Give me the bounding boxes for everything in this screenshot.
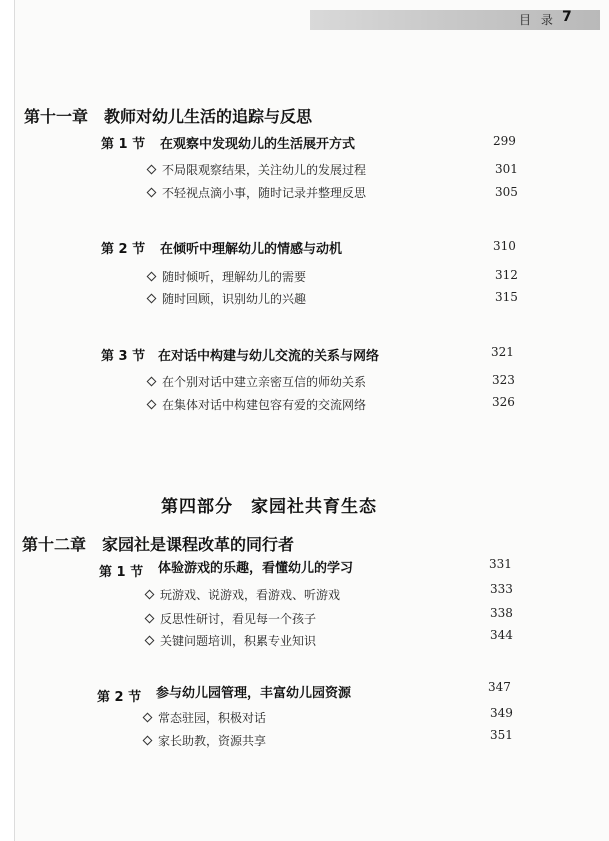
item-text: 不局限观察结果，关注幼儿的发展过程	[162, 163, 367, 177]
section-number: 第 2 节	[101, 242, 146, 257]
section-title: 体验游戏的乐趣，看懂幼儿的学习	[158, 561, 354, 576]
item-page: 333	[490, 582, 513, 596]
section-page: 321	[491, 345, 514, 359]
item-text: 不轻视点滴小事，随时记录并整理反思	[162, 186, 367, 200]
item-page: 344	[490, 628, 513, 642]
section-page: 310	[493, 239, 516, 253]
item-page: 323	[492, 373, 515, 387]
item-text: 反思性研讨，看见每一个孩子	[160, 612, 317, 626]
item-page: 312	[495, 268, 518, 282]
item-text: 家长助教，资源共享	[158, 734, 267, 748]
section-page: 331	[489, 557, 512, 571]
chapter-11-title: 第十一章 教师对幼儿生活的追踪与反思	[24, 107, 313, 126]
section-number: 第 3 节	[101, 349, 146, 364]
section-title: 在对话中构建与幼儿交流的关系与网络	[158, 349, 380, 364]
item-page: 351	[490, 728, 513, 742]
item-text: 随时倾听，理解幼儿的需要	[162, 270, 307, 284]
item-page: 326	[492, 395, 515, 409]
header-page-number: 7	[562, 9, 572, 25]
item-text: 在集体对话中构建包容有爱的交流网络	[162, 398, 367, 412]
item-text: 在个别对话中建立亲密互信的师幼关系	[162, 375, 367, 389]
item-page: 349	[490, 706, 513, 720]
section-number: 第 1 节	[101, 137, 146, 152]
section-title: 在倾听中理解幼儿的情感与动机	[160, 242, 343, 257]
item-text: 玩游戏、说游戏，看游戏、听游戏	[160, 588, 341, 602]
section-page: 347	[488, 680, 511, 694]
part-title: 第四部分 家园社共育生态	[161, 497, 377, 517]
section-number: 第 1 节	[99, 565, 144, 580]
item-text: 常态驻园，积极对话	[158, 711, 267, 725]
header-label: 目 录	[519, 13, 556, 27]
item-text: 随时回顾，识别幼儿的兴趣	[162, 292, 307, 306]
item-page: 338	[490, 606, 513, 620]
item-page: 305	[495, 185, 518, 199]
chapter-12-title: 第十二章 家园社是课程改革的同行者	[22, 535, 295, 554]
item-page: 301	[495, 162, 518, 176]
header-bar	[310, 10, 600, 30]
item-page: 315	[495, 290, 518, 304]
item-text: 关键问题培训，积累专业知识	[160, 634, 317, 648]
section-title: 参与幼儿园管理，丰富幼儿园资源	[156, 686, 352, 701]
section-page: 299	[493, 134, 516, 148]
section-number: 第 2 节	[97, 690, 142, 705]
section-title: 在观察中发现幼儿的生活展开方式	[160, 137, 356, 152]
